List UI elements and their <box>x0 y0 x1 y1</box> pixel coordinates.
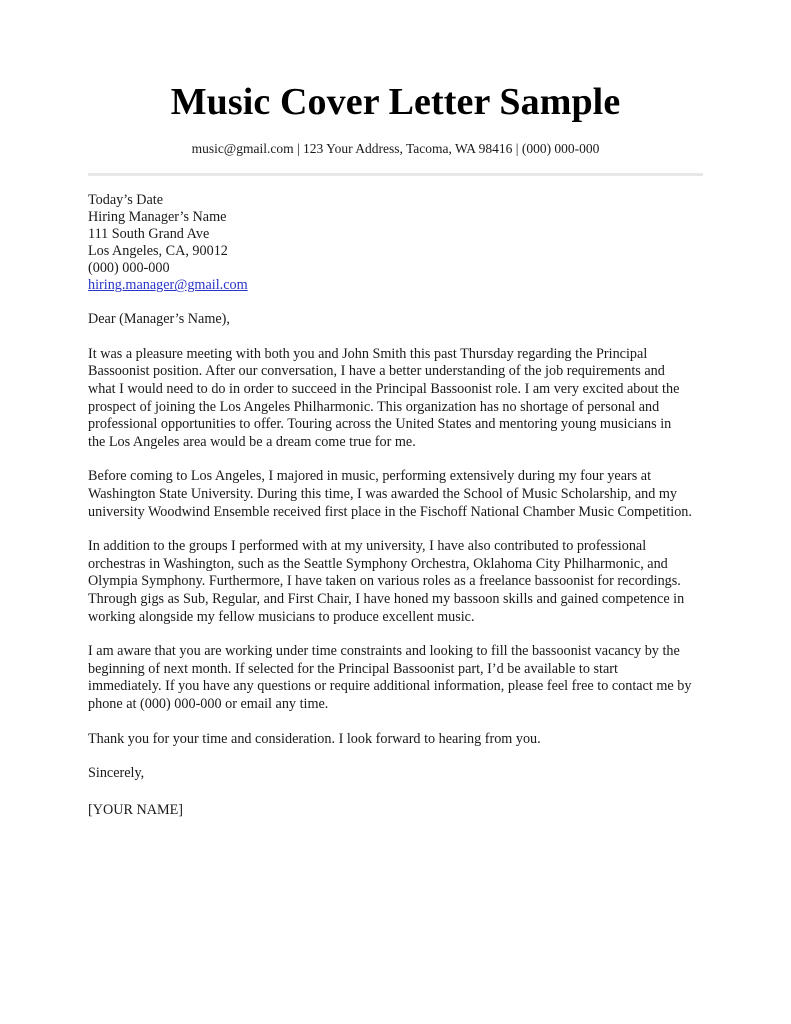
letter-body-container <box>88 0 703 819</box>
recipient-phone-line: (000) 000-000 <box>88 260 170 277</box>
date-line: Today’s Date <box>88 192 164 209</box>
body-paragraph: I am aware that you are working under time constraints and looking to fill the bassoonist vacancy by the beginning of next month. If selected for the Principal Bassoonist part, I’d be available to start immediately. If you have any questions or require additional information, please feel free to contact me by phone at (000) 000-000 or email any time. <box>88 643 692 712</box>
signature-name: [YOUR NAME] <box>88 801 183 818</box>
address-block <box>88 192 703 294</box>
letter-header <box>88 0 703 157</box>
header-divider <box>88 173 703 176</box>
page-title: Music Cover Letter Sample <box>170 81 621 123</box>
body-paragraph: In addition to the groups I performed with at my university, I have also contributed to professional orchestras in Washington, such as the Seattle Symphony Orchestra, Oklahoma City Philharmonic, and Olympia Symphony. Furthermore, I have taken on various roles as a freelance bassoonist for recordings. Through gigs as Sub, Regular, and First Chair, I have honed my bassoon skills and gained competence in working alongside my fellow musicians to produce excellent music. <box>88 538 685 625</box>
recipient-name-line: Hiring Manager’s Name <box>88 209 227 226</box>
salutation: Dear (Manager’s Name), <box>88 311 230 328</box>
closing-line: Sincerely, <box>88 765 145 782</box>
body-paragraph: Before coming to Los Angeles, I majored in music, performing extensively during my four years at Washington State University. During this time, I was awarded the School of Music Scholarship, and my university Woodwind Ensemble received first place in the Fischoff National Chamber Music Competition. <box>88 468 692 520</box>
sender-contact-line: music@gmail.com | 123 Your Address, Tacoma, WA 98416 | (000) 000-000 <box>191 140 600 156</box>
recipient-email-link[interactable]: hiring.manager@gmail.com <box>88 277 248 294</box>
recipient-email-line <box>88 277 703 294</box>
recipient-street-line: 111 South Grand Ave <box>88 226 210 243</box>
body-paragraph: It was a pleasure meeting with both you and John Smith this past Thursday regarding the Principal Bassoonist position. After our conversation, I have a better understanding of the job requirements and what I would need to do in order to succeed in the Principal Bassoonist role. I am very excited about the prospect of joining the Los Angeles Philharmonic. This organization has no shortage of personal and professional opportunities to offer. Touring across the United States and mentoring young musicians in the Los Angeles area would be a dream come true for me. <box>88 345 680 450</box>
recipient-city-state-zip-line: Los Angeles, CA, 90012 <box>88 243 228 260</box>
body-paragraph: Thank you for your time and consideration. I look forward to hearing from you. <box>88 730 541 747</box>
